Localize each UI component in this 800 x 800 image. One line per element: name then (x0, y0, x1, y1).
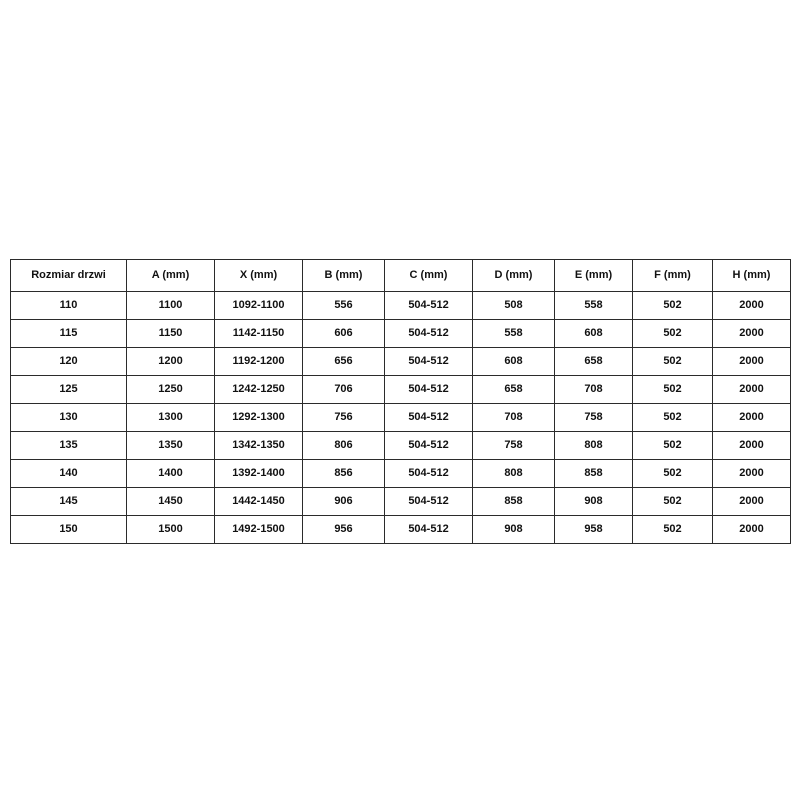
column-header-h: H (mm) (713, 260, 791, 292)
column-header-c: C (mm) (385, 260, 473, 292)
cell-h: 2000 (713, 516, 791, 544)
cell-d: 858 (473, 488, 555, 516)
cell-a: 1300 (127, 404, 215, 432)
cell-e: 708 (555, 376, 633, 404)
cell-size: 150 (11, 516, 127, 544)
cell-b: 756 (303, 404, 385, 432)
cell-b: 806 (303, 432, 385, 460)
cell-d: 508 (473, 292, 555, 320)
cell-size: 110 (11, 292, 127, 320)
cell-c: 504-512 (385, 348, 473, 376)
cell-f: 502 (633, 320, 713, 348)
cell-a: 1450 (127, 488, 215, 516)
cell-size: 125 (11, 376, 127, 404)
cell-a: 1100 (127, 292, 215, 320)
cell-h: 2000 (713, 376, 791, 404)
cell-d: 808 (473, 460, 555, 488)
cell-d: 708 (473, 404, 555, 432)
cell-size: 120 (11, 348, 127, 376)
cell-c: 504-512 (385, 432, 473, 460)
cell-b: 956 (303, 516, 385, 544)
cell-h: 2000 (713, 348, 791, 376)
cell-c: 504-512 (385, 404, 473, 432)
table-header-row (11, 260, 791, 292)
column-header-x: X (mm) (215, 260, 303, 292)
cell-b: 706 (303, 376, 385, 404)
cell-x: 1242-1250 (215, 376, 303, 404)
cell-x: 1392-1400 (215, 460, 303, 488)
column-header-rozmiar-drzwi: Rozmiar drzwi (11, 260, 127, 292)
cell-f: 502 (633, 348, 713, 376)
table-row (11, 516, 791, 544)
cell-b: 906 (303, 488, 385, 516)
column-header-a: A (mm) (127, 260, 215, 292)
cell-c: 504-512 (385, 292, 473, 320)
cell-f: 502 (633, 432, 713, 460)
cell-e: 558 (555, 292, 633, 320)
cell-x: 1442-1450 (215, 488, 303, 516)
cell-c: 504-512 (385, 320, 473, 348)
cell-x: 1142-1150 (215, 320, 303, 348)
cell-f: 502 (633, 488, 713, 516)
table-row (11, 488, 791, 516)
cell-b: 556 (303, 292, 385, 320)
table-body (11, 292, 791, 544)
spec-table-container (10, 259, 790, 544)
cell-size: 135 (11, 432, 127, 460)
cell-x: 1492-1500 (215, 516, 303, 544)
column-header-e: E (mm) (555, 260, 633, 292)
cell-x: 1192-1200 (215, 348, 303, 376)
cell-d: 758 (473, 432, 555, 460)
cell-d: 608 (473, 348, 555, 376)
cell-e: 658 (555, 348, 633, 376)
cell-f: 502 (633, 460, 713, 488)
cell-b: 856 (303, 460, 385, 488)
cell-c: 504-512 (385, 376, 473, 404)
cell-d: 558 (473, 320, 555, 348)
cell-x: 1342-1350 (215, 432, 303, 460)
cell-e: 608 (555, 320, 633, 348)
table-row (11, 320, 791, 348)
cell-f: 502 (633, 404, 713, 432)
cell-a: 1400 (127, 460, 215, 488)
table-row (11, 376, 791, 404)
cell-h: 2000 (713, 488, 791, 516)
cell-f: 502 (633, 376, 713, 404)
cell-c: 504-512 (385, 516, 473, 544)
cell-b: 606 (303, 320, 385, 348)
cell-e: 958 (555, 516, 633, 544)
cell-a: 1200 (127, 348, 215, 376)
cell-size: 145 (11, 488, 127, 516)
cell-a: 1350 (127, 432, 215, 460)
cell-c: 504-512 (385, 488, 473, 516)
cell-h: 2000 (713, 460, 791, 488)
cell-c: 504-512 (385, 460, 473, 488)
cell-f: 502 (633, 292, 713, 320)
table-row (11, 292, 791, 320)
cell-e: 758 (555, 404, 633, 432)
cell-e: 908 (555, 488, 633, 516)
table-row (11, 404, 791, 432)
cell-b: 656 (303, 348, 385, 376)
cell-a: 1150 (127, 320, 215, 348)
cell-x: 1292-1300 (215, 404, 303, 432)
table-header (11, 260, 791, 292)
cell-size: 130 (11, 404, 127, 432)
column-header-d: D (mm) (473, 260, 555, 292)
cell-size: 115 (11, 320, 127, 348)
table-row (11, 348, 791, 376)
cell-d: 658 (473, 376, 555, 404)
cell-size: 140 (11, 460, 127, 488)
cell-a: 1500 (127, 516, 215, 544)
cell-f: 502 (633, 516, 713, 544)
cell-h: 2000 (713, 432, 791, 460)
cell-h: 2000 (713, 404, 791, 432)
cell-x: 1092-1100 (215, 292, 303, 320)
cell-h: 2000 (713, 292, 791, 320)
cell-e: 858 (555, 460, 633, 488)
cell-h: 2000 (713, 320, 791, 348)
door-size-spec-table (10, 259, 791, 544)
column-header-b: B (mm) (303, 260, 385, 292)
cell-e: 808 (555, 432, 633, 460)
table-row (11, 432, 791, 460)
cell-d: 908 (473, 516, 555, 544)
cell-a: 1250 (127, 376, 215, 404)
column-header-f: F (mm) (633, 260, 713, 292)
table-row (11, 460, 791, 488)
